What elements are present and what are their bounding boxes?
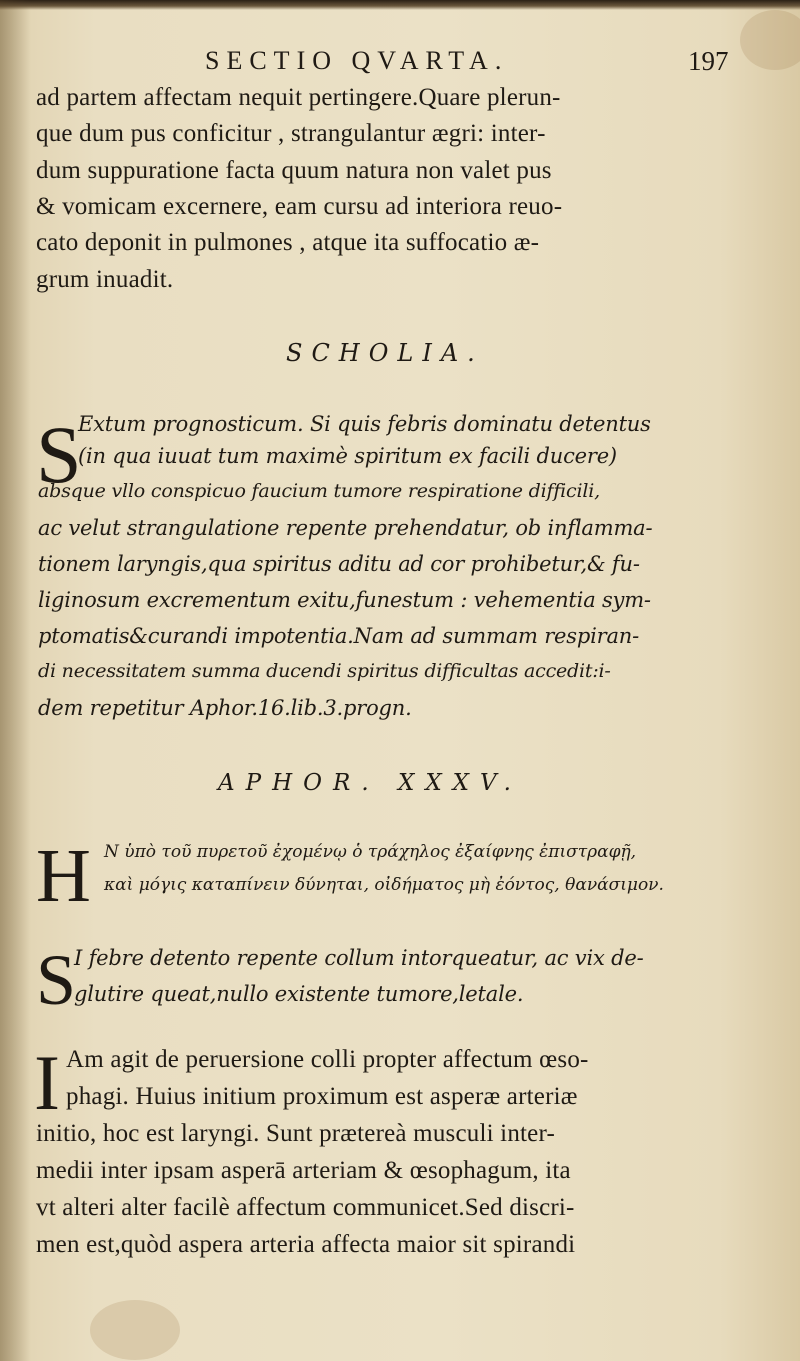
page-stain xyxy=(90,1300,180,1360)
scholia-line: Extum prognosticum. Si quis febris dominatu detentus xyxy=(78,412,651,436)
commentary-line: initio, hoc est laryngi. Sunt prætereà musculi inter- xyxy=(36,1120,556,1147)
aphorism-latin-line: glutire queat,nullo existente tumore,letale. xyxy=(74,982,524,1006)
scholia-line: liginosum excrementum exitu,funestum : vehementia sym- xyxy=(38,588,651,612)
page-top-edge xyxy=(0,0,800,10)
paragraph-line: grum inuadit. xyxy=(36,266,174,293)
paragraph-line: cato deponit in pulmones , atque ita suffocatio æ- xyxy=(36,229,540,256)
drop-cap: H xyxy=(36,834,91,918)
aphorism-latin-line: I febre detento repente collum intorqueatur, ac vix de- xyxy=(74,946,644,970)
commentary-line: vt alteri alter facilè affectum communicet.Sed discri- xyxy=(36,1194,575,1221)
scholia-line: di necessitatem summa ducendi spiritus difficultas accedit:i- xyxy=(38,660,611,682)
commentary-line: Am agit de peruersione colli propter affectum œso- xyxy=(66,1046,589,1073)
greek-line: Ν ὑπὸ τοῦ πυρετοῦ ἐχομένῳ ὁ τράχηλος ἐξαίφνης ἐπιστραφῇ, xyxy=(104,842,637,862)
scholia-line: ptomatis&curandi impotentia.Nam ad summam respiran- xyxy=(38,624,639,648)
greek-line: καὶ μόγις καταπίνειν δύνηται, οἰδήματος μὴ ἐόντος, θανάσιμον. xyxy=(104,875,664,895)
scholia-line: (in qua iuuat tum maximè spiritum ex facili ducere) xyxy=(78,444,617,468)
commentary-line: medii inter ipsam asperā arteriam & œsophagum, ita xyxy=(36,1157,571,1184)
paragraph-line: que dum pus conficitur , strangulantur ægri: inter- xyxy=(36,120,546,147)
commentary-line: phagi. Huius initium proximum est asperæ arteriæ xyxy=(66,1083,578,1110)
scholia-line: absque vllo conspicuo faucium tumore respiratione difficili, xyxy=(38,480,600,502)
page-stain xyxy=(740,10,800,70)
paragraph-line: ad partem affectam nequit pertingere.Quare plerun- xyxy=(36,84,561,111)
drop-cap: I xyxy=(34,1039,60,1126)
paragraph-line: & vomicam excernere, eam cursu ad interiora reuo- xyxy=(36,193,563,220)
scholia-line: dem repetitur Aphor.16.lib.3.progn. xyxy=(38,696,412,720)
section-heading-aphorism: APHOR. XXXV. xyxy=(218,770,522,796)
scholia-line: ac velut strangulatione repente prehendatur, ob inflamma- xyxy=(38,516,653,540)
drop-cap: S xyxy=(36,409,82,500)
scholia-line: tionem laryngis,qua spiritus aditu ad cor prohibetur,& fu- xyxy=(38,552,640,576)
commentary-line: men est,quòd aspera arteria affecta maior sit spirandi xyxy=(36,1231,576,1258)
running-header-title: SECTIO QVARTA. xyxy=(205,46,509,75)
section-heading-scholia: SCHOLIA. xyxy=(286,339,484,367)
page-number: 197 xyxy=(688,46,729,76)
drop-cap: S xyxy=(36,940,77,1020)
paragraph-line: dum suppuratione facta quum natura non valet pus xyxy=(36,157,552,184)
page-gutter-shadow xyxy=(0,0,30,1361)
